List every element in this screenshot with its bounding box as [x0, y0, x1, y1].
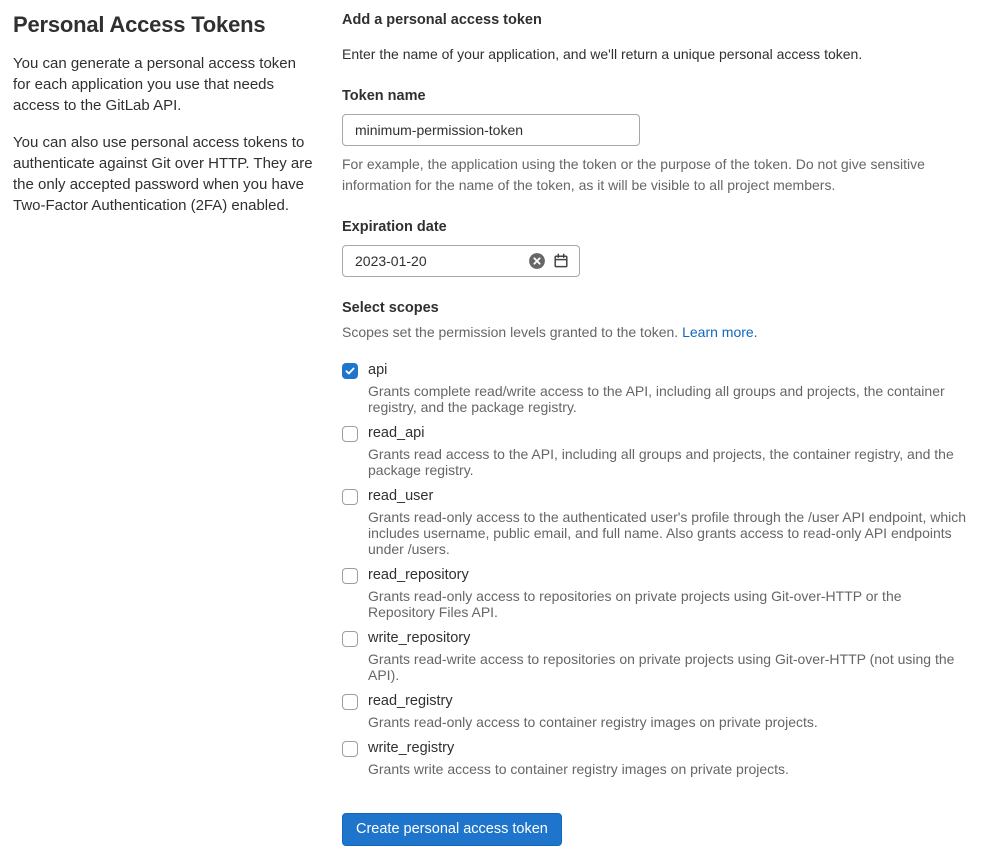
page-description-paragraph-2: You can also use personal access tokens to authenticate against Git over HTTP. They are the only accepted password when you have Two-Factor Authentication (2FA) enabled. [13, 134, 313, 214]
token-name-help: For example, the application using the token or the purpose of the token. Do not give sensitive information for the name of the token, as it will be visible to all project members. [342, 156, 925, 193]
scope-description: Grants read-only access to the authenticated user's profile through the /user API endpoint, which includes username, public email, and full name. Also grants access to read-only API endpoints under /users. [368, 509, 967, 557]
token-name-label: Token name [342, 88, 426, 104]
scope-checkbox-write_registry[interactable] [342, 741, 358, 757]
page-title: Personal Access Tokens [13, 12, 266, 37]
scope-head-read_registry [342, 693, 967, 710]
select-scopes-help [342, 322, 967, 343]
scope-checkbox-read_registry[interactable] [342, 694, 358, 710]
expiration-date-label: Expiration date [342, 219, 447, 235]
select-scopes-label: Select scopes [342, 300, 439, 316]
scope-row-read_user [342, 488, 967, 557]
form-heading: Add a personal access token [342, 12, 542, 28]
scope-name-label[interactable]: api [368, 362, 388, 378]
learn-more-link[interactable]: Learn more. [682, 324, 758, 340]
scope-name-label[interactable]: write_repository [368, 630, 471, 646]
scope-row-write_registry [342, 740, 967, 777]
token-name-input[interactable] [342, 114, 640, 146]
scope-row-read_api [342, 425, 967, 478]
scope-description: Grants read-write access to repositories on private projects using Git-over-HTTP (not using the API). [368, 651, 955, 683]
expiration-date-field[interactable] [342, 245, 580, 277]
scope-name-label[interactable]: write_registry [368, 740, 455, 756]
scope-description: Grants complete read/write access to the API, including all groups and projects, the container registry, and the package registry. [368, 383, 945, 415]
scope-head-write_registry [342, 740, 967, 757]
scope-head-api [342, 362, 967, 379]
calendar-icon [553, 253, 569, 269]
scope-checkbox-read_api[interactable] [342, 426, 358, 442]
clear-circle-x-icon [528, 252, 546, 270]
scope-description: Grants read-only access to container registry images on private projects. [368, 714, 818, 730]
add-token-form [342, 10, 967, 846]
scope-row-write_repository [342, 630, 967, 683]
scope-name-label[interactable]: read_user [368, 488, 434, 504]
scope-description: Grants write access to container registry images on private projects. [368, 761, 789, 777]
scope-row-read_registry [342, 693, 967, 730]
scope-head-read_api [342, 425, 967, 442]
scopes-list [342, 362, 967, 777]
scope-description: Grants read-only access to repositories on private projects using Git-over-HTTP or the Repository Files API. [368, 588, 902, 620]
clear-date-button[interactable] [525, 246, 549, 276]
scope-head-write_repository [342, 630, 967, 647]
scope-checkbox-read_user[interactable] [342, 489, 358, 505]
scope-name-label[interactable]: read_registry [368, 693, 453, 709]
scope-row-read_repository [342, 567, 967, 620]
scope-checkbox-write_repository[interactable] [342, 631, 358, 647]
scope-row-api [342, 362, 967, 415]
scope-name-label[interactable]: read_api [368, 425, 425, 441]
expiration-date-input[interactable] [343, 253, 525, 269]
open-calendar-button[interactable] [549, 246, 573, 276]
scope-checkbox-api-checked[interactable] [342, 363, 358, 379]
form-subheading: Enter the name of your application, and we'll return a unique personal access token. [342, 46, 863, 62]
scope-checkbox-read_repository[interactable] [342, 568, 358, 584]
scope-name-label[interactable]: read_repository [368, 567, 469, 583]
create-token-button[interactable]: Create personal access token [342, 813, 562, 846]
scopes-help-text: Scopes set the permission levels granted to the token. [342, 324, 679, 340]
scope-head-read_user [342, 488, 967, 505]
scope-head-read_repository [342, 567, 967, 584]
page-description-paragraph-1: You can generate a personal access token for each application you use that needs access to the GitLab API. [13, 55, 296, 114]
settings-section-description [13, 10, 316, 846]
scope-description: Grants read access to the API, including all groups and projects, the container registry, and the package registry. [368, 446, 954, 478]
